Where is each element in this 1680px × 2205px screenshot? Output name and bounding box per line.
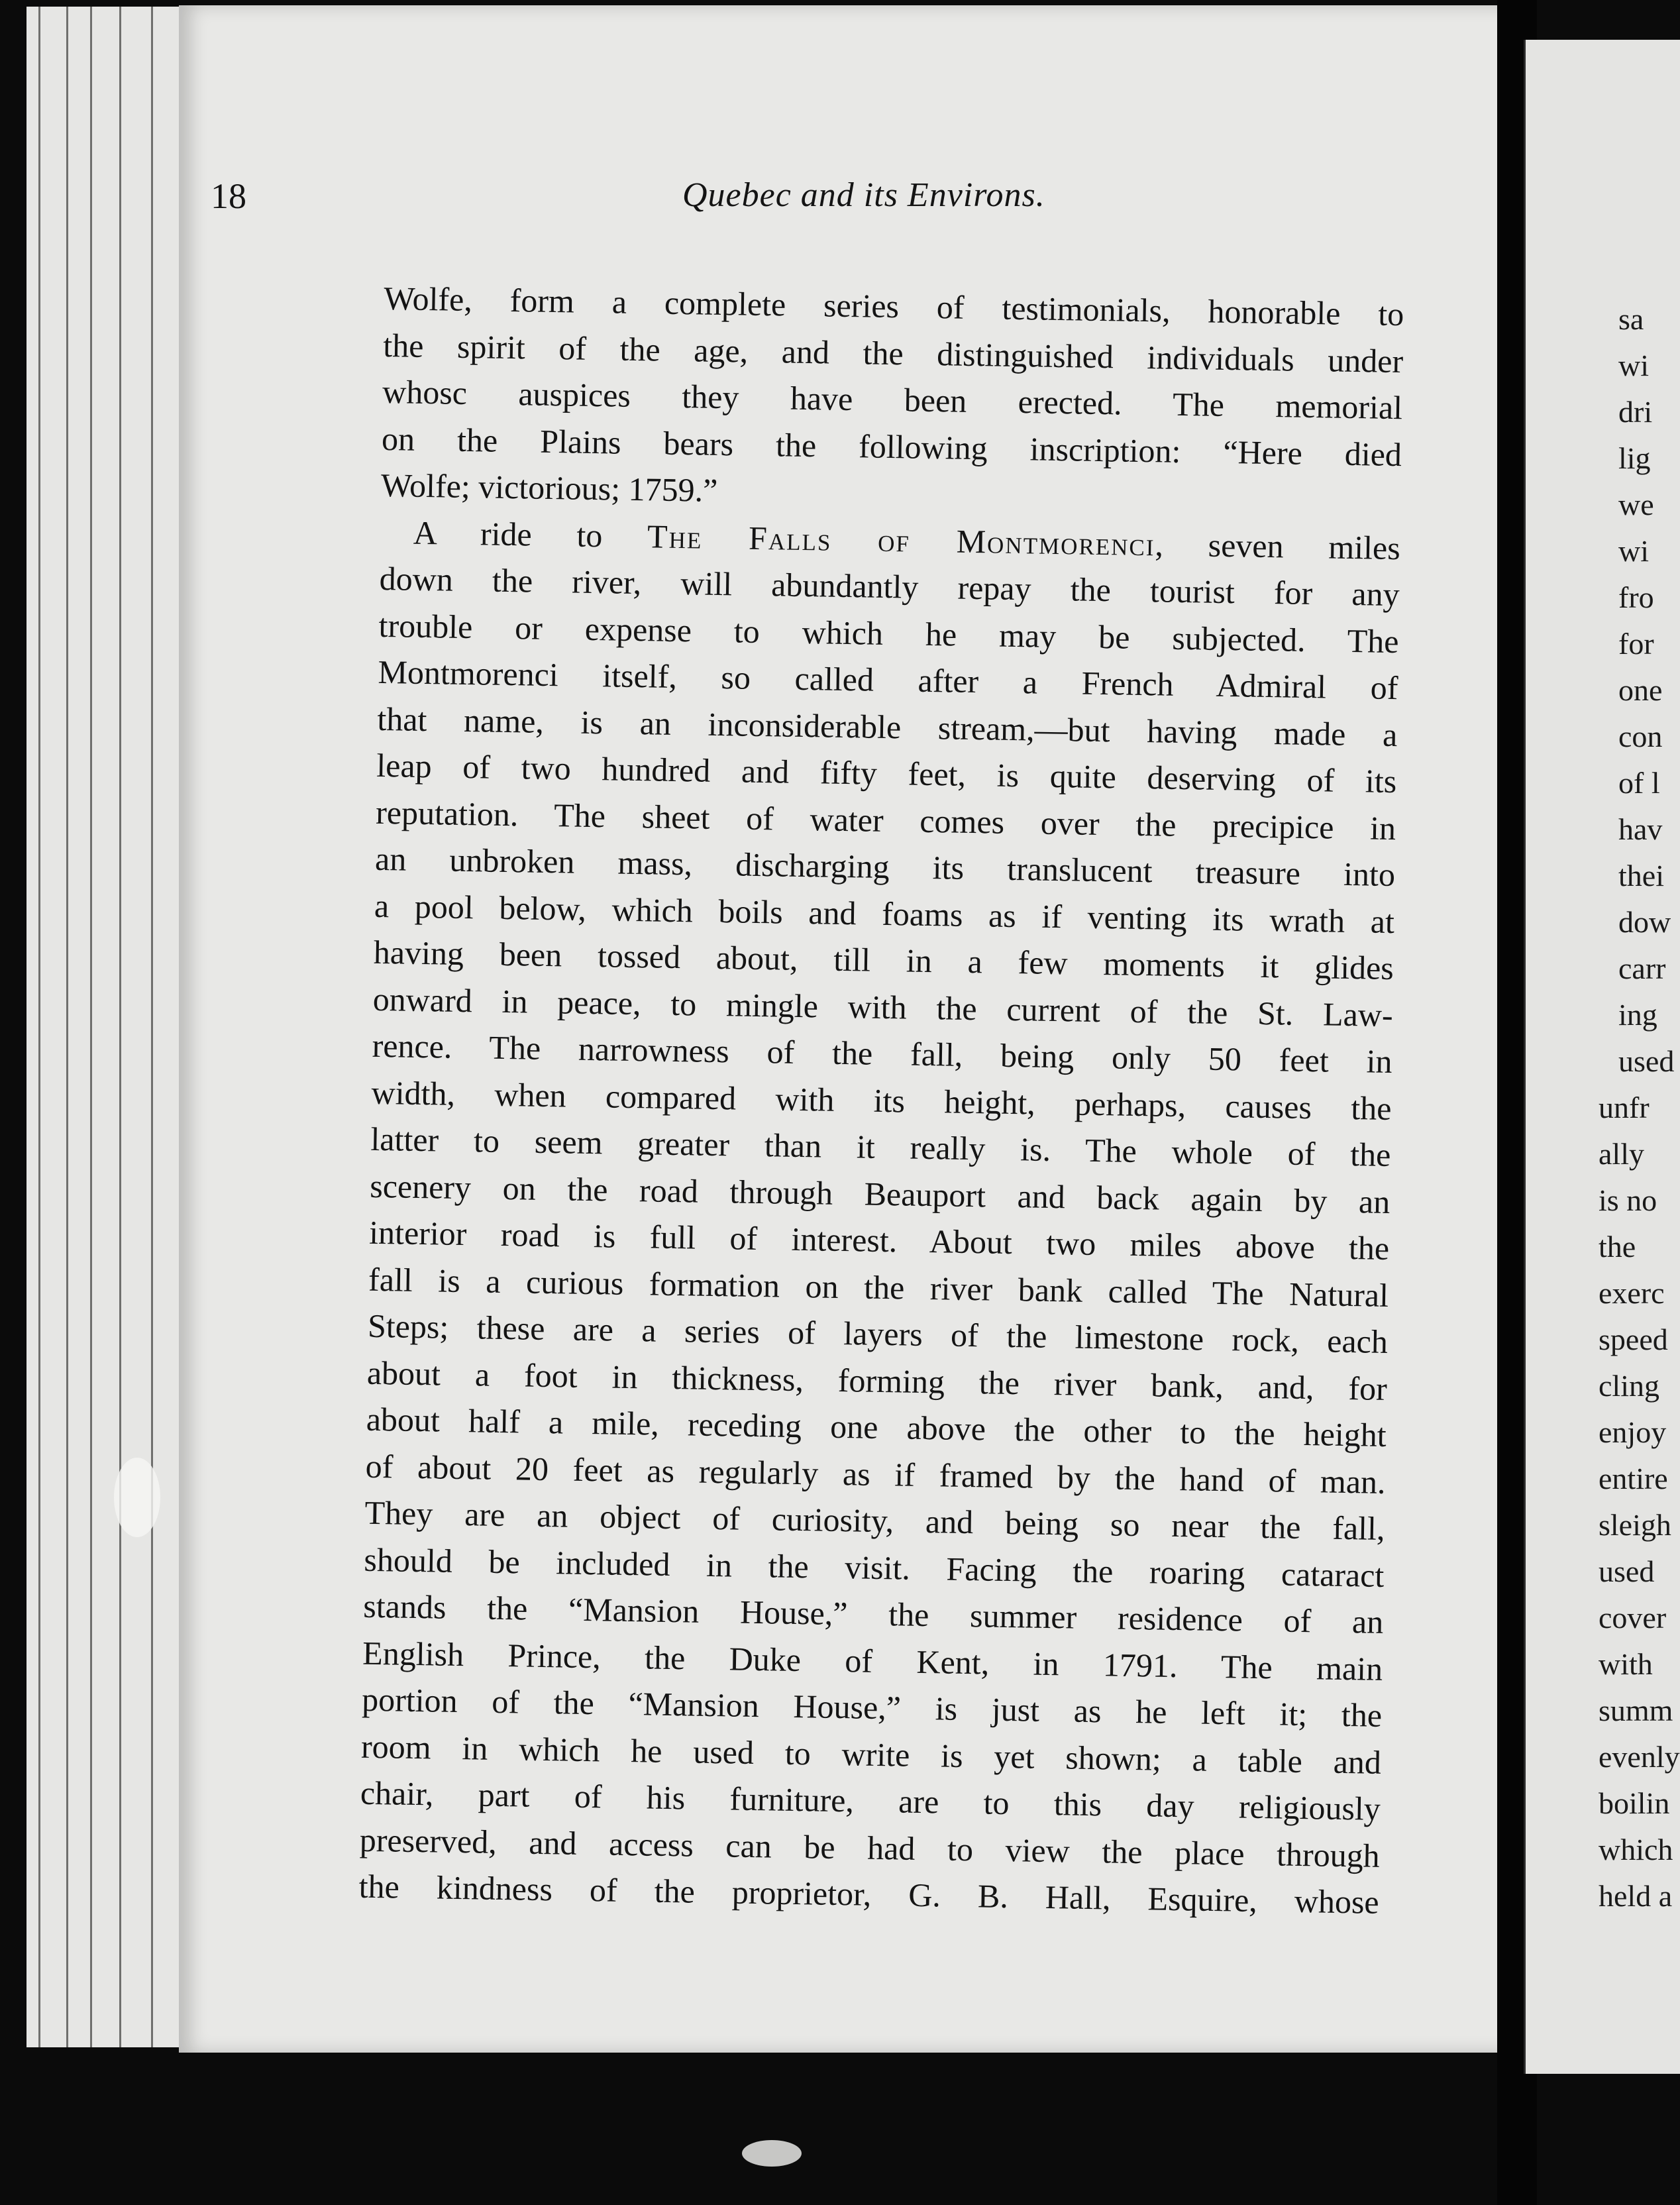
text-line: that name, is an inconsiderable stream,—but having made a [377,700,1398,753]
text-line: about half a mile, receding one above the other to the height [366,1400,1387,1454]
facing-page-fragment: which [1599,1833,1673,1866]
facing-page-fragment: used [1618,1044,1675,1078]
facing-page-fragment: fro [1618,580,1654,614]
facing-page-fragment: sa [1618,302,1644,336]
text-line: fall is a curious formation on the river bank called The Natural [368,1260,1389,1314]
text-line: preserved, and access can be had to view the place through [359,1821,1381,1874]
facing-page-fragment: cling [1599,1369,1659,1403]
text-line: chair, part of his furniture, are to this day religiously [360,1774,1381,1827]
facing-page-fragment: we [1618,488,1654,521]
text-line: onward in peace, to mingle with the current of the St. Law- [372,980,1394,1034]
text-line: having been tossed about, till in a few moments it glides [373,933,1394,987]
page-edge-line [90,7,92,2047]
page-number: 18 [211,176,246,216]
facing-page-fragment: held a [1599,1879,1673,1913]
text-line: width, when compared with its height, perhaps, causes the [371,1073,1392,1127]
facing-page-fragment: sleigh [1599,1508,1671,1542]
facing-page-fragment: for [1618,627,1654,661]
text-line: down the river, will abundantly repay the tourist for any [379,559,1400,614]
facing-page-fragment: used [1599,1554,1655,1588]
facing-page-fragment: ing [1618,998,1657,1032]
facing-page-fragment: unfr [1599,1091,1650,1124]
text-line: the spirit of the age, and the distinguished individuals under [382,326,1404,380]
facing-page-fragment: dow [1618,905,1671,939]
facing-page-fragment: carr [1618,951,1666,985]
facing-page-fragment: wi [1618,534,1649,568]
text-line: whosc auspices they have been erected. The memorial [382,372,1403,427]
page-edges [26,7,187,2047]
page-edge-line [38,7,40,2047]
text-line: latter to seem greater than it really is. The whole of the [370,1120,1391,1174]
text-line: on the Plains bears the following inscription: “Here died [381,419,1402,473]
facing-page-fragment: speed [1599,1322,1668,1356]
text-line: portion of the “Mansion House,” is just as he left it; the [361,1680,1383,1734]
text-line: They are an object of curiosity, and being so near the fall, [364,1493,1385,1547]
page-edge-line [151,7,153,2047]
text-line: rence. The narrowness of the fall, being only 50 feet in [372,1026,1392,1081]
facing-page-fragment: enjoy [1599,1415,1667,1449]
text-line: English Prince, the Duke of Kent, in 1791. The main [362,1634,1383,1688]
text-line: leap of two hundred and fifty feet, is quite deserving of its [376,746,1397,800]
scan-artifact [742,2140,802,2167]
page-header [0,176,1680,229]
text-line: about a foot in thickness, forming the river bank, and, for [366,1354,1388,1407]
text-line: Montmorenci itself, so called after a French Admiral of [378,653,1398,707]
facing-page-fragment: of l [1618,766,1660,800]
running-head: Quebec and its Environs. [682,176,1045,214]
facing-page-fragment: dri [1618,395,1653,429]
facing-page-fragment: hav [1618,812,1663,846]
text-line: Steps; these are a series of layers of the limestone rock, each [367,1307,1389,1360]
facing-page-fragment: boilin [1599,1786,1670,1820]
text-line: reputation. The sheet of water comes over the precipice in [375,793,1396,847]
facing-page-fragment: wi [1618,349,1649,382]
text-line: of about 20 feet as regularly as if framed by the hand of man. [365,1447,1387,1501]
text-line: a pool below, which boils and foams as if venting its wrath at [374,887,1395,940]
line-start: A ride to [413,513,648,555]
facing-page-fragment: cover [1599,1601,1667,1635]
text-line: Wolfe; victorious; 1759.” [380,466,718,509]
facing-page [1524,40,1680,2074]
page-edge-line [66,7,68,2047]
text-line: scenery on the road through Beauport and back again by an [369,1167,1391,1220]
text-line: an unbroken mass, discharging its translucent treasure into [374,839,1396,894]
facing-page-fragment: con [1618,720,1663,753]
falls-title: The Falls of Montmorenci [647,517,1155,563]
line-end: , seven miles [1155,525,1401,566]
text-line: the kindness of the proprietor, G. B. Hall, Esquire, whose [358,1867,1380,1921]
facing-page-fragment: one [1618,673,1663,707]
facing-page-fragment: lig [1618,441,1651,475]
facing-page-fragment: the [1599,1230,1636,1264]
text-line: interior road is full of interest. About two miles above the [368,1213,1390,1267]
text-line: trouble or expense to which he may be subjected. The [378,606,1399,660]
text-line: Wolfe, form a complete series of testimonials, honorable to [384,279,1404,333]
facing-page-fragment: exerc [1599,1276,1665,1310]
scan-artifact [114,1458,160,1537]
facing-page-fragment: evenly [1599,1740,1680,1774]
facing-page-fragment: thei [1618,859,1664,892]
facing-page-fragment: summ [1599,1694,1673,1727]
text-line: stands the “Mansion House,” the summer residence of an [363,1587,1384,1640]
facing-page-fragment: entire [1599,1462,1668,1495]
facing-page-fragment: with [1599,1647,1653,1681]
body-text [358,275,1404,1925]
page-edge-line [119,7,121,2047]
text-line: room in which he used to write is yet shown; a table and [360,1727,1382,1781]
facing-page-fragment: is no [1599,1183,1657,1217]
facing-page-fragment: ally [1599,1137,1644,1171]
text-line: should be included in the visit. Facing the roaring cataract [364,1540,1385,1594]
